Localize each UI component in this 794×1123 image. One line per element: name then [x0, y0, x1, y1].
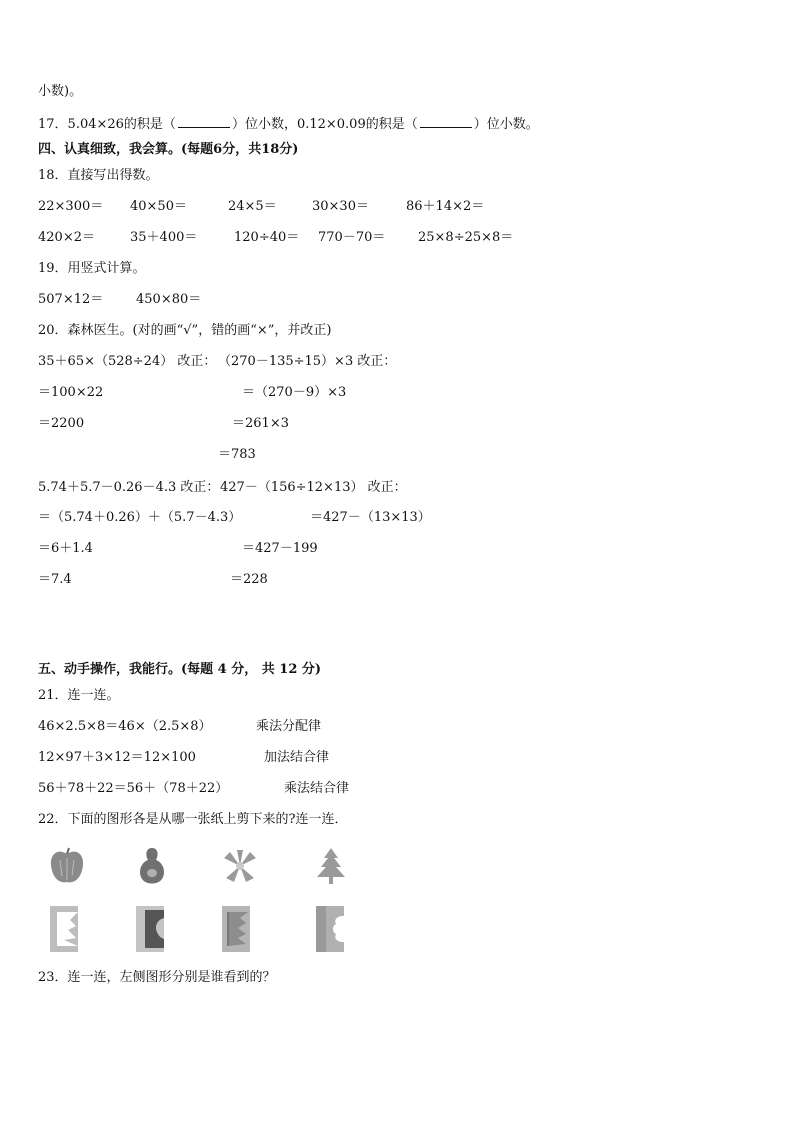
expression-step: ＝6＋1.4: [38, 541, 93, 556]
answer-blank[interactable]: [178, 116, 230, 128]
question-17: 17．5.04×26的积是（ ）位小数，0.12×0.09的积是（ ）位小数。: [38, 117, 539, 132]
calc-item: 770－70＝: [318, 230, 386, 245]
tree-icon[interactable]: [314, 846, 348, 886]
question-21: 21．连一连。: [38, 688, 120, 703]
answer-blank[interactable]: [420, 116, 472, 128]
match-left-item[interactable]: 12×97＋3×12＝12×100: [38, 750, 196, 765]
expression-step: ＝2200: [38, 416, 85, 431]
match-right-item[interactable]: 加法结合律: [264, 750, 330, 765]
calc-item: 24×5＝: [228, 199, 277, 214]
question-23: 23．连一连，左侧图形分别是谁看到的？: [38, 970, 276, 985]
match-left-item[interactable]: 46×2.5×8＝46×（2.5×8）: [38, 719, 212, 734]
continued-text: 小数)。: [38, 84, 83, 99]
calc-item: 25×8÷25×8＝: [418, 230, 514, 245]
expression-step: ＝427－（13×13）: [310, 510, 431, 525]
question-22: 22．下面的图形各是从哪一张纸上剪下来的?连一连．: [38, 812, 348, 827]
calc-item: 35＋400＝: [130, 230, 198, 245]
cut-paper-icon[interactable]: [222, 906, 252, 952]
expression-step: ＝100×22: [38, 385, 104, 400]
calc-item: 40×50＝: [130, 199, 187, 214]
expression-step: ＝（5.74＋0.26）＋（5.7－4.3）: [38, 510, 242, 525]
gourd-icon[interactable]: [134, 846, 170, 886]
section-4-heading: 四、认真细致，我会算。(每题6分，共18分): [38, 142, 299, 157]
section-5-heading: 五、动手操作，我能行。(每题 4 分， 共 12 分): [38, 662, 322, 677]
expression-step: ＝（270－9）×3: [242, 385, 347, 400]
question-19: 19．用竖式计算。: [38, 261, 146, 276]
expression: 5.74＋5.7－0.26－4.3 改正：: [38, 480, 220, 495]
match-right-item[interactable]: 乘法结合律: [284, 781, 350, 796]
expression-step: ＝228: [230, 572, 268, 587]
calc-item: 120÷40＝: [234, 230, 300, 245]
expression: 427－（156÷12×13） 改正：: [220, 480, 407, 495]
calc-item: 420×2＝: [38, 230, 95, 245]
calc-item: 507×12＝: [38, 292, 104, 307]
match-left-item[interactable]: 56＋78＋22＝56＋（78＋22）: [38, 781, 229, 796]
apple-icon[interactable]: [46, 846, 88, 886]
calc-item: 450×80＝: [136, 292, 202, 307]
calc-item: 30×30＝: [312, 199, 369, 214]
expression: （270－135÷15）×3 改正：: [218, 354, 397, 369]
calc-item: 22×300＝: [38, 199, 104, 214]
cut-paper-icon[interactable]: [136, 906, 166, 952]
expression: 35＋65×（528÷24） 改正：: [38, 354, 217, 369]
cut-paper-icon[interactable]: [50, 906, 80, 952]
question-18: 18．直接写出得数。: [38, 168, 159, 183]
flower-icon[interactable]: [220, 848, 260, 884]
expression-step: ＝261×3: [232, 416, 289, 431]
match-right-item[interactable]: 乘法分配律: [256, 719, 322, 734]
expression-step: ＝783: [218, 447, 256, 462]
expression-step: ＝427－199: [242, 541, 318, 556]
question-20: 20．森林医生。(对的画“√”，错的画“×”，并改正): [38, 323, 332, 338]
calc-item: 86＋14×2＝: [406, 199, 485, 214]
cut-paper-icon[interactable]: [316, 906, 346, 952]
expression-step: ＝7.4: [38, 572, 72, 587]
